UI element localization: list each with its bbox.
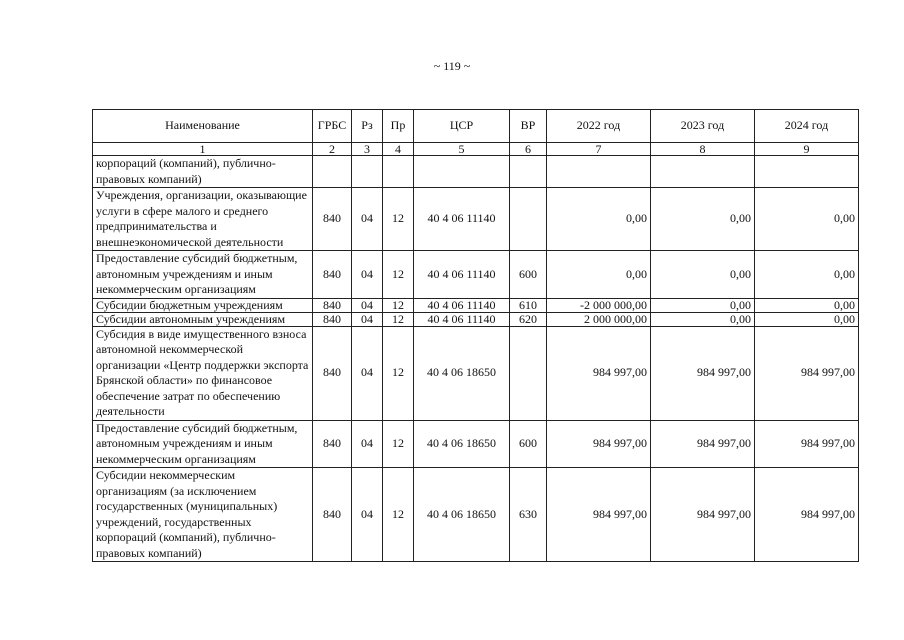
column-index-row xyxy=(93,143,859,156)
row-grbs: 840 xyxy=(313,468,352,562)
row-rz xyxy=(352,156,383,188)
row-2023 xyxy=(651,156,755,188)
table-row xyxy=(93,326,859,420)
row-vr: 600 xyxy=(510,420,547,468)
row-2022: 984 997,00 xyxy=(547,468,651,562)
header-pr: Пр xyxy=(383,110,414,143)
row-name: Субсидии бюджетным учреждениям xyxy=(93,298,313,312)
row-2022: 984 997,00 xyxy=(547,326,651,420)
row-2023: 984 997,00 xyxy=(651,326,755,420)
column-index: 8 xyxy=(651,143,755,156)
row-2022: 0,00 xyxy=(547,251,651,299)
table-row xyxy=(93,312,859,326)
row-pr xyxy=(383,156,414,188)
row-2024: 0,00 xyxy=(755,251,859,299)
row-csr: 40 4 06 18650 xyxy=(414,326,510,420)
row-rz: 04 xyxy=(352,468,383,562)
row-csr xyxy=(414,156,510,188)
row-csr: 40 4 06 18650 xyxy=(414,420,510,468)
header-row xyxy=(93,110,859,143)
row-rz: 04 xyxy=(352,298,383,312)
row-2022: -2 000 000,00 xyxy=(547,298,651,312)
column-index: 9 xyxy=(755,143,859,156)
header-vr: ВР xyxy=(510,110,547,143)
table-row xyxy=(93,420,859,468)
column-index: 2 xyxy=(313,143,352,156)
row-2024: 984 997,00 xyxy=(755,468,859,562)
row-csr: 40 4 06 11140 xyxy=(414,188,510,251)
row-2022: 984 997,00 xyxy=(547,420,651,468)
row-vr: 600 xyxy=(510,251,547,299)
row-vr xyxy=(510,156,547,188)
row-2022: 2 000 000,00 xyxy=(547,312,651,326)
row-name: Предоставление субсидий бюджетным, автономным учреждениям и иным некоммерческим организациям xyxy=(93,251,313,299)
row-2024: 0,00 xyxy=(755,298,859,312)
row-pr: 12 xyxy=(383,468,414,562)
row-name: Субсидия в виде имущественного взноса автономной некоммерческой организации «Центр поддержки экспорта Брянской области» по финансовое обеспечение затрат по обеспечению деятельности xyxy=(93,326,313,420)
row-2024 xyxy=(755,156,859,188)
row-2023: 0,00 xyxy=(651,298,755,312)
row-2022: 0,00 xyxy=(547,188,651,251)
table-row xyxy=(93,156,859,188)
row-name: Субсидии некоммерческим организациям (за исключением государственных (муниципальных) учреждений, государственных корпораций (компаний), публично-правовых компаний) xyxy=(93,468,313,562)
row-vr: 630 xyxy=(510,468,547,562)
row-name: Субсидии автономным учреждениям xyxy=(93,312,313,326)
row-2023: 984 997,00 xyxy=(651,468,755,562)
row-csr: 40 4 06 11140 xyxy=(414,298,510,312)
row-rz: 04 xyxy=(352,312,383,326)
budget-table xyxy=(92,109,859,562)
row-2024: 0,00 xyxy=(755,312,859,326)
row-rz: 04 xyxy=(352,251,383,299)
row-rz: 04 xyxy=(352,188,383,251)
row-rz: 04 xyxy=(352,420,383,468)
column-index: 3 xyxy=(352,143,383,156)
row-grbs: 840 xyxy=(313,298,352,312)
row-2023: 0,00 xyxy=(651,251,755,299)
row-csr: 40 4 06 11140 xyxy=(414,312,510,326)
header-2022: 2022 год xyxy=(547,110,651,143)
row-pr: 12 xyxy=(383,312,414,326)
row-grbs: 840 xyxy=(313,326,352,420)
row-pr: 12 xyxy=(383,326,414,420)
row-grbs: 840 xyxy=(313,420,352,468)
header-2024: 2024 год xyxy=(755,110,859,143)
row-name: Учреждения, организации, оказывающие услуги в сфере малого и среднего предпринимательства и внешнеэкономической деятельности xyxy=(93,188,313,251)
row-2024: 984 997,00 xyxy=(755,420,859,468)
column-index: 4 xyxy=(383,143,414,156)
row-vr: 610 xyxy=(510,298,547,312)
row-2023: 0,00 xyxy=(651,312,755,326)
row-pr: 12 xyxy=(383,251,414,299)
column-index: 1 xyxy=(93,143,313,156)
row-csr: 40 4 06 18650 xyxy=(414,468,510,562)
row-2024: 0,00 xyxy=(755,188,859,251)
row-vr xyxy=(510,188,547,251)
row-grbs: 840 xyxy=(313,188,352,251)
header-rz: Рз xyxy=(352,110,383,143)
table-row xyxy=(93,298,859,312)
table-row xyxy=(93,188,859,251)
header-2023: 2023 год xyxy=(651,110,755,143)
column-index: 5 xyxy=(414,143,510,156)
row-vr: 620 xyxy=(510,312,547,326)
header-grbs: ГРБС xyxy=(313,110,352,143)
row-pr: 12 xyxy=(383,298,414,312)
row-csr: 40 4 06 11140 xyxy=(414,251,510,299)
row-grbs: 840 xyxy=(313,251,352,299)
column-index: 6 xyxy=(510,143,547,156)
table-row xyxy=(93,468,859,562)
column-index: 7 xyxy=(547,143,651,156)
row-2024: 984 997,00 xyxy=(755,326,859,420)
row-2023: 0,00 xyxy=(651,188,755,251)
header-csr: ЦСР xyxy=(414,110,510,143)
row-pr: 12 xyxy=(383,188,414,251)
page-number: ~ 119 ~ xyxy=(433,59,471,73)
row-grbs: 840 xyxy=(313,312,352,326)
row-grbs xyxy=(313,156,352,188)
row-rz: 04 xyxy=(352,326,383,420)
row-pr: 12 xyxy=(383,420,414,468)
row-vr xyxy=(510,326,547,420)
table-row xyxy=(93,251,859,299)
row-name: корпораций (компаний), публично-правовых компаний) xyxy=(93,156,313,188)
row-2023: 984 997,00 xyxy=(651,420,755,468)
row-2022 xyxy=(547,156,651,188)
row-name: Предоставление субсидий бюджетным, автономным учреждениям и иным некоммерческим организациям xyxy=(93,420,313,468)
header-name: Наименование xyxy=(93,110,313,143)
